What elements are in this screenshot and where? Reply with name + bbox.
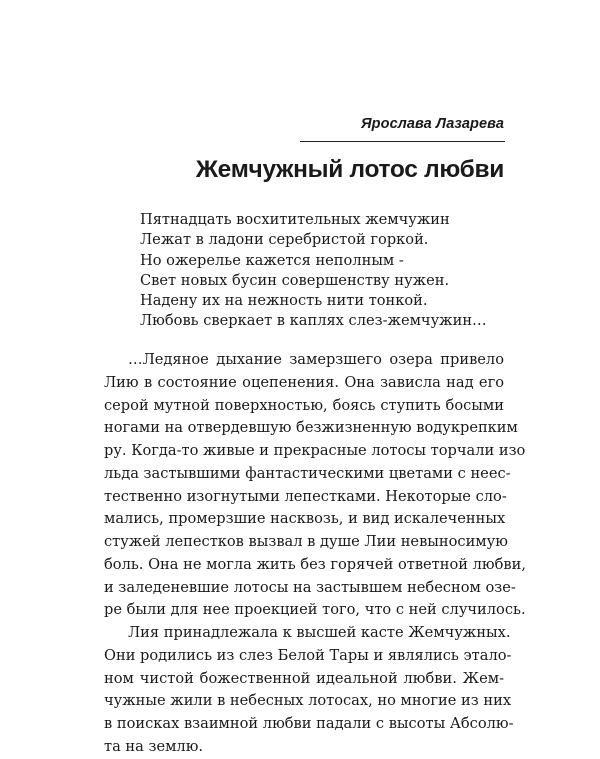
prose-line: ру. Когда-то живые и прекрасные лотосы торчали изо (104, 442, 526, 459)
prose-line: мались, промерзшие насквозь, и вид искалеченных (104, 510, 506, 528)
prose-line: ногами на отвердевшую безжизненную водукрепким (104, 419, 518, 437)
prose-line: Лию в состояние оцепенения. Она зависла над его (104, 373, 504, 391)
prose-line: и заледеневшие лотосы на застывшем небесном озе- (104, 578, 516, 596)
poem-line: Лежат в ладони серебристой горкой. (140, 231, 429, 249)
prose-line: чужные жили в небесных лотосах, но многие из них (104, 692, 512, 710)
epigraph-poem (140, 210, 487, 332)
prose-line: Они родились из слез Белой Тары и являлись этало- (104, 646, 512, 664)
prose-line: та на землю. (104, 737, 204, 755)
prose-body (104, 349, 526, 759)
poem-line: Свет новых бусин совершенству нужен. (140, 271, 450, 289)
header-rule (300, 141, 505, 142)
prose-line: тественно изогнутыми лепестками. Некоторые сло- (104, 487, 507, 505)
chapter-title: Жемчужный лотос любви (195, 156, 504, 183)
prose-line: боль. Она не могла жить без горячей ответной любви, (104, 555, 526, 573)
prose-line: ном чистой божественной идеальной любви. Жем- (104, 669, 504, 687)
poem-line: Но ожерелье кажется неполным - (140, 251, 404, 269)
poem-line: Надену их на нежность нити тонкой. (140, 292, 428, 310)
author-name: Ярослава Лазарева (360, 116, 504, 132)
prose-line: в поисках взаимной любви падали с высоты Абсолю- (104, 715, 514, 732)
poem-line: Пятнадцать восхитительных жемчужин (140, 211, 450, 228)
prose-line: стужей лепестков вызвал в душе Лии невыносимую (104, 533, 508, 550)
prose-line: льда застывшими фантастическими цветами с неес- (104, 464, 511, 482)
prose-line: Лия принадлежала к высшей касте Жемчужных. (128, 624, 511, 641)
prose-line: серой мутной поверхностью, боясь ступить босыми (104, 396, 504, 414)
prose-line: ре были для нее проекцией того, что с ней случилось. (104, 601, 526, 619)
poem-line: Любовь сверкает в каплях слез-жемчужин… (140, 312, 487, 330)
prose-line: …Ледяное дыхание замерзшего озера привело (128, 351, 504, 368)
